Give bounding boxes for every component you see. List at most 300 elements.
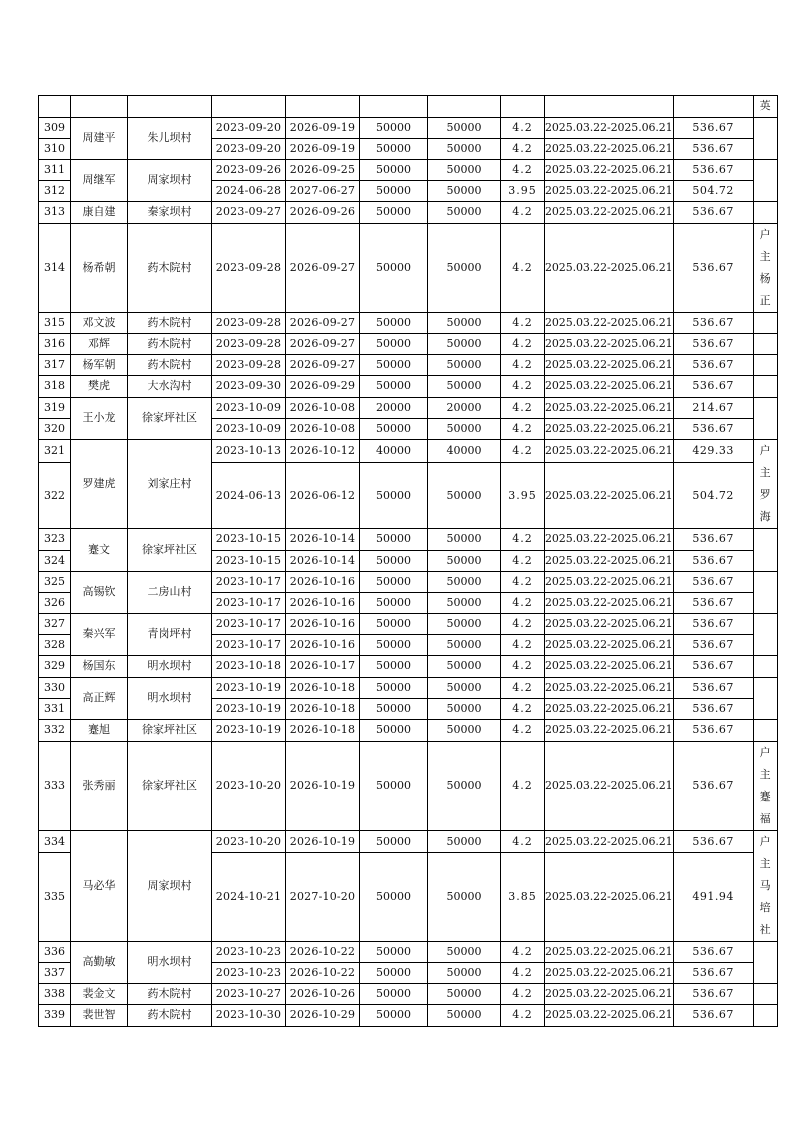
interest-rate: 4.2 [501, 313, 545, 334]
interest-amount: 536.67 [673, 678, 753, 699]
end-date: 2026-06-12 [286, 463, 360, 529]
interest-period: 2025.03.22-2025.06.21 [545, 742, 674, 831]
start-date: 2023-10-17 [212, 635, 286, 656]
table-row [39, 678, 778, 699]
interest-rate: 4.2 [501, 831, 545, 853]
row-number: 313 [39, 202, 71, 224]
interest-amount: 536.67 [673, 529, 753, 551]
interest-amount: 536.67 [673, 614, 753, 635]
start-date: 2023-10-23 [212, 963, 286, 984]
interest-period: 2025.03.22-2025.06.21 [545, 376, 674, 398]
borrower-name: 马必华 [71, 831, 128, 942]
note-cell [753, 334, 777, 355]
start-date: 2023-09-20 [212, 139, 286, 160]
loan-amount: 50000 [360, 419, 428, 440]
row-number: 320 [39, 419, 71, 440]
village: 药木院村 [128, 224, 212, 313]
end-date: 2026-10-16 [286, 614, 360, 635]
loan-amount: 50000 [360, 224, 428, 313]
village: 药木院村 [128, 1005, 212, 1027]
interest-amount: 536.67 [673, 699, 753, 720]
end-date: 2026-10-18 [286, 678, 360, 699]
loan-balance: 50000 [428, 376, 501, 398]
note-cell [753, 313, 777, 334]
table-row [39, 1005, 778, 1027]
start-date: 2023-10-20 [212, 831, 286, 853]
table-row [39, 224, 778, 313]
table-row [39, 942, 778, 963]
interest-amount: 536.67 [673, 376, 753, 398]
borrower-name: 杨希朝 [71, 224, 128, 313]
table-row [39, 720, 778, 742]
end-date: 2026-10-08 [286, 419, 360, 440]
note-char: 福 [759, 812, 771, 825]
end-date: 2027-10-20 [286, 853, 360, 942]
loan-balance: 50000 [428, 572, 501, 593]
interest-rate: 4.2 [501, 376, 545, 398]
interest-rate: 4.2 [501, 678, 545, 699]
interest-period: 2025.03.22-2025.06.21 [545, 984, 674, 1005]
borrower-name: 裴金文 [71, 984, 128, 1005]
note-char: 社 [759, 923, 771, 936]
loan-amount: 50000 [360, 551, 428, 572]
loan-balance: 50000 [428, 678, 501, 699]
start-date: 2023-10-17 [212, 572, 286, 593]
end-date: 2026-10-17 [286, 656, 360, 678]
borrower-name: 高锡钦 [71, 572, 128, 614]
interest-amount: 536.67 [673, 160, 753, 181]
loan-balance: 50000 [428, 635, 501, 656]
village: 徐家坪社区 [128, 742, 212, 831]
start-date: 2024-10-21 [212, 853, 286, 942]
interest-rate: 4.2 [501, 593, 545, 614]
note-cell [753, 355, 777, 376]
note-cell: 英 [753, 96, 777, 118]
start-date: 2023-10-20 [212, 742, 286, 831]
interest-period: 2025.03.22-2025.06.21 [545, 678, 674, 699]
end-date: 2026-10-26 [286, 984, 360, 1005]
village: 明水坝村 [128, 678, 212, 720]
interest-period: 2025.03.22-2025.06.21 [545, 419, 674, 440]
loan-amount: 50000 [360, 463, 428, 529]
note-cell [753, 440, 777, 529]
end-date: 2026-10-16 [286, 593, 360, 614]
loan-amount: 50000 [360, 984, 428, 1005]
note-char: 杨 [759, 272, 771, 285]
start-date: 2024-06-28 [212, 181, 286, 202]
village: 周家坝村 [128, 831, 212, 942]
interest-amount: 536.67 [673, 419, 753, 440]
row-number: 315 [39, 313, 71, 334]
note-cell [753, 1005, 777, 1027]
end-date: 2026-09-27 [286, 355, 360, 376]
interest-period: 2025.03.22-2025.06.21 [545, 635, 674, 656]
start-date: 2023-10-23 [212, 942, 286, 963]
loan-amount: 20000 [360, 398, 428, 419]
end-date: 2026-10-19 [286, 742, 360, 831]
loan-balance: 50000 [428, 942, 501, 963]
interest-rate: 4.2 [501, 440, 545, 463]
loan-amount: 50000 [360, 139, 428, 160]
table-row [39, 984, 778, 1005]
borrower-name: 罗建虎 [71, 440, 128, 529]
village: 药木院村 [128, 355, 212, 376]
interest-rate: 4.2 [501, 942, 545, 963]
loan-balance: 50000 [428, 313, 501, 334]
interest-period: 2025.03.22-2025.06.21 [545, 614, 674, 635]
note-cell [753, 656, 777, 678]
loan-balance: 50000 [428, 614, 501, 635]
interest-period: 2025.03.22-2025.06.21 [545, 853, 674, 942]
borrower-name: 裴世智 [71, 1005, 128, 1027]
note-char: 主 [759, 466, 771, 479]
end-date: 2026-09-27 [286, 313, 360, 334]
row-number: 322 [39, 463, 71, 529]
note-cell [753, 720, 777, 742]
village: 朱儿坝村 [128, 118, 212, 160]
start-date: 2023-10-13 [212, 440, 286, 463]
note-char: 户 [759, 835, 771, 848]
interest-period: 2025.03.22-2025.06.21 [545, 398, 674, 419]
start-date: 2024-06-13 [212, 463, 286, 529]
village: 明水坝村 [128, 656, 212, 678]
interest-rate: 4.2 [501, 224, 545, 313]
end-date: 2026-09-26 [286, 202, 360, 224]
loan-amount: 50000 [360, 160, 428, 181]
loan-balance: 50000 [428, 419, 501, 440]
loan-balance: 50000 [428, 181, 501, 202]
row-number: 326 [39, 593, 71, 614]
row-number: 329 [39, 656, 71, 678]
loan-balance: 50000 [428, 742, 501, 831]
table-row [39, 572, 778, 593]
end-date: 2026-10-19 [286, 831, 360, 853]
interest-amount: 536.67 [673, 742, 753, 831]
loan-balance: 50000 [428, 139, 501, 160]
interest-period: 2025.03.22-2025.06.21 [545, 313, 674, 334]
interest-rate: 4.2 [501, 160, 545, 181]
end-date: 2026-10-18 [286, 720, 360, 742]
interest-rate: 3.85 [501, 853, 545, 942]
interest-amount: 429.33 [673, 440, 753, 463]
interest-period: 2025.03.22-2025.06.21 [545, 720, 674, 742]
table-row [39, 398, 778, 419]
loan-amount: 50000 [360, 942, 428, 963]
note-char: 户 [759, 444, 771, 457]
table-row [39, 376, 778, 398]
row-number: 338 [39, 984, 71, 1005]
end-date: 2026-10-29 [286, 1005, 360, 1027]
village: 刘家庄村 [128, 440, 212, 529]
row-number: 327 [39, 614, 71, 635]
interest-amount: 536.67 [673, 831, 753, 853]
start-date: 2023-09-28 [212, 313, 286, 334]
interest-amount: 536.67 [673, 572, 753, 593]
loan-balance: 50000 [428, 593, 501, 614]
village: 徐家坪社区 [128, 398, 212, 440]
borrower-name: 王小龙 [71, 398, 128, 440]
start-date: 2023-09-27 [212, 202, 286, 224]
end-date: 2026-09-19 [286, 139, 360, 160]
start-date: 2023-10-17 [212, 593, 286, 614]
note-char: 主 [759, 857, 771, 870]
table-row [39, 656, 778, 678]
loan-amount: 50000 [360, 572, 428, 593]
loan-balance: 50000 [428, 118, 501, 139]
table-row [39, 118, 778, 139]
interest-amount: 491.94 [673, 853, 753, 942]
interest-rate: 4.2 [501, 202, 545, 224]
interest-amount: 536.67 [673, 963, 753, 984]
village: 徐家坪社区 [128, 720, 212, 742]
start-date: 2023-10-27 [212, 984, 286, 1005]
loan-amount: 40000 [360, 440, 428, 463]
loan-balance: 50000 [428, 853, 501, 942]
table-row [39, 202, 778, 224]
interest-amount: 536.67 [673, 118, 753, 139]
village: 大水沟村 [128, 376, 212, 398]
interest-period: 2025.03.22-2025.06.21 [545, 160, 674, 181]
loan-amount: 50000 [360, 1005, 428, 1027]
note-cell [753, 678, 777, 720]
interest-amount: 536.67 [673, 355, 753, 376]
borrower-name: 蹇文 [71, 529, 128, 572]
loan-amount: 50000 [360, 853, 428, 942]
interest-amount: 536.67 [673, 202, 753, 224]
loan-amount: 50000 [360, 355, 428, 376]
interest-amount: 536.67 [673, 139, 753, 160]
table-row [39, 742, 778, 831]
start-date: 2023-10-30 [212, 1005, 286, 1027]
note-cell [753, 529, 777, 572]
table-row [39, 355, 778, 376]
table-row [39, 831, 778, 853]
interest-period: 2025.03.22-2025.06.21 [545, 593, 674, 614]
note-cell [753, 742, 777, 831]
note-cell [753, 831, 777, 942]
note-cell [753, 160, 777, 202]
start-date: 2023-10-19 [212, 699, 286, 720]
row-number: 339 [39, 1005, 71, 1027]
interest-amount: 536.67 [673, 984, 753, 1005]
row-number: 336 [39, 942, 71, 963]
loan-balance: 50000 [428, 529, 501, 551]
table-row [39, 313, 778, 334]
loan-amount: 50000 [360, 529, 428, 551]
note-char: 海 [759, 510, 771, 523]
end-date: 2026-10-12 [286, 440, 360, 463]
start-date: 2023-10-18 [212, 656, 286, 678]
interest-amount: 536.67 [673, 551, 753, 572]
interest-period: 2025.03.22-2025.06.21 [545, 139, 674, 160]
interest-period: 2025.03.22-2025.06.21 [545, 181, 674, 202]
note-char: 主 [759, 768, 771, 781]
interest-amount: 536.67 [673, 656, 753, 678]
interest-rate: 4.2 [501, 720, 545, 742]
interest-period: 2025.03.22-2025.06.21 [545, 440, 674, 463]
note-char: 马 [759, 879, 771, 892]
interest-rate: 4.2 [501, 572, 545, 593]
interest-amount: 536.67 [673, 635, 753, 656]
borrower-name: 张秀丽 [71, 742, 128, 831]
row-number: 318 [39, 376, 71, 398]
start-date: 2023-09-28 [212, 355, 286, 376]
loan-balance: 50000 [428, 355, 501, 376]
loan-balance: 50000 [428, 551, 501, 572]
loan-amount: 50000 [360, 720, 428, 742]
village: 秦家坝村 [128, 202, 212, 224]
village: 青岗坪村 [128, 614, 212, 656]
loan-balance: 40000 [428, 440, 501, 463]
interest-rate: 4.2 [501, 398, 545, 419]
row-number: 333 [39, 742, 71, 831]
table-row [39, 440, 778, 463]
loan-amount: 50000 [360, 742, 428, 831]
interest-rate: 4.2 [501, 139, 545, 160]
borrower-name: 樊虎 [71, 376, 128, 398]
start-date: 2023-10-09 [212, 419, 286, 440]
note-char: 罗 [759, 488, 771, 501]
interest-period: 2025.03.22-2025.06.21 [545, 572, 674, 593]
note-cell [753, 942, 777, 984]
note-cell [753, 118, 777, 160]
row-number: 331 [39, 699, 71, 720]
village: 徐家坪社区 [128, 529, 212, 572]
note-cell [753, 398, 777, 440]
row-number: 323 [39, 529, 71, 551]
interest-period: 2025.03.22-2025.06.21 [545, 656, 674, 678]
interest-period: 2025.03.22-2025.06.21 [545, 463, 674, 529]
loan-balance: 50000 [428, 160, 501, 181]
end-date: 2027-06-27 [286, 181, 360, 202]
start-date: 2023-09-28 [212, 224, 286, 313]
note-char: 蹇 [759, 790, 771, 803]
loan-amount: 50000 [360, 614, 428, 635]
interest-rate: 4.2 [501, 699, 545, 720]
interest-amount: 536.67 [673, 593, 753, 614]
note-cell [753, 572, 777, 614]
row-number: 316 [39, 334, 71, 355]
start-date: 2023-09-30 [212, 376, 286, 398]
borrower-name: 邓辉 [71, 334, 128, 355]
note-cell [753, 376, 777, 398]
interest-period: 2025.03.22-2025.06.21 [545, 224, 674, 313]
end-date: 2026-09-27 [286, 224, 360, 313]
interest-rate: 4.2 [501, 529, 545, 551]
start-date: 2023-09-20 [212, 118, 286, 139]
village: 二房山村 [128, 572, 212, 614]
row-number: 310 [39, 139, 71, 160]
loan-balance: 50000 [428, 202, 501, 224]
village: 药木院村 [128, 334, 212, 355]
row-number: 311 [39, 160, 71, 181]
interest-amount: 504.72 [673, 181, 753, 202]
interest-rate: 4.2 [501, 614, 545, 635]
interest-amount: 536.67 [673, 334, 753, 355]
end-date: 2026-10-16 [286, 572, 360, 593]
loan-amount: 50000 [360, 699, 428, 720]
interest-rate: 3.95 [501, 181, 545, 202]
interest-rate: 4.2 [501, 635, 545, 656]
end-date: 2026-10-14 [286, 529, 360, 551]
loan-amount: 50000 [360, 313, 428, 334]
loan-balance: 50000 [428, 656, 501, 678]
start-date: 2023-09-28 [212, 334, 286, 355]
interest-rate: 4.2 [501, 334, 545, 355]
row-number: 309 [39, 118, 71, 139]
row-number: 312 [39, 181, 71, 202]
end-date: 2026-09-29 [286, 376, 360, 398]
note-char: 户 [759, 746, 771, 759]
row-number: 337 [39, 963, 71, 984]
interest-rate: 4.2 [501, 1005, 545, 1027]
borrower-name: 蹇旭 [71, 720, 128, 742]
borrower-name: 周继军 [71, 160, 128, 202]
end-date: 2026-09-27 [286, 334, 360, 355]
end-date: 2026-10-14 [286, 551, 360, 572]
borrower-name: 高勤敏 [71, 942, 128, 984]
interest-period: 2025.03.22-2025.06.21 [545, 551, 674, 572]
loan-amount: 50000 [360, 181, 428, 202]
row-number: 324 [39, 551, 71, 572]
interest-amount: 536.67 [673, 224, 753, 313]
interest-period: 2025.03.22-2025.06.21 [545, 831, 674, 853]
interest-period: 2025.03.22-2025.06.21 [545, 699, 674, 720]
borrower-name: 高正辉 [71, 678, 128, 720]
table-row [39, 614, 778, 635]
end-date: 2026-09-25 [286, 160, 360, 181]
interest-amount: 504.72 [673, 463, 753, 529]
note-cell [753, 614, 777, 656]
row-number: 335 [39, 853, 71, 942]
loan-balance: 50000 [428, 699, 501, 720]
row-number: 334 [39, 831, 71, 853]
interest-rate: 4.2 [501, 118, 545, 139]
note-char: 户 [759, 228, 771, 241]
interest-period: 2025.03.22-2025.06.21 [545, 334, 674, 355]
interest-amount: 536.67 [673, 313, 753, 334]
start-date: 2023-10-17 [212, 614, 286, 635]
loan-amount: 50000 [360, 656, 428, 678]
loan-balance: 50000 [428, 463, 501, 529]
borrower-name: 秦兴军 [71, 614, 128, 656]
interest-rate: 4.2 [501, 551, 545, 572]
loan-amount: 50000 [360, 202, 428, 224]
start-date: 2023-10-19 [212, 720, 286, 742]
loan-amount: 50000 [360, 635, 428, 656]
start-date: 2023-10-15 [212, 529, 286, 551]
interest-amount: 536.67 [673, 1005, 753, 1027]
village: 周家坝村 [128, 160, 212, 202]
table-row [39, 334, 778, 355]
start-date: 2023-10-19 [212, 678, 286, 699]
note-cell [753, 224, 777, 313]
interest-rate: 4.2 [501, 984, 545, 1005]
loan-amount: 50000 [360, 963, 428, 984]
interest-period: 2025.03.22-2025.06.21 [545, 963, 674, 984]
interest-period: 2025.03.22-2025.06.21 [545, 942, 674, 963]
row-number: 330 [39, 678, 71, 699]
interest-rate: 4.2 [501, 419, 545, 440]
interest-amount: 536.67 [673, 942, 753, 963]
end-date: 2026-10-16 [286, 635, 360, 656]
interest-period: 2025.03.22-2025.06.21 [545, 1005, 674, 1027]
interest-period: 2025.03.22-2025.06.21 [545, 118, 674, 139]
row-number: 321 [39, 440, 71, 463]
start-date: 2023-09-26 [212, 160, 286, 181]
end-date: 2026-10-22 [286, 942, 360, 963]
interest-period: 2025.03.22-2025.06.21 [545, 529, 674, 551]
